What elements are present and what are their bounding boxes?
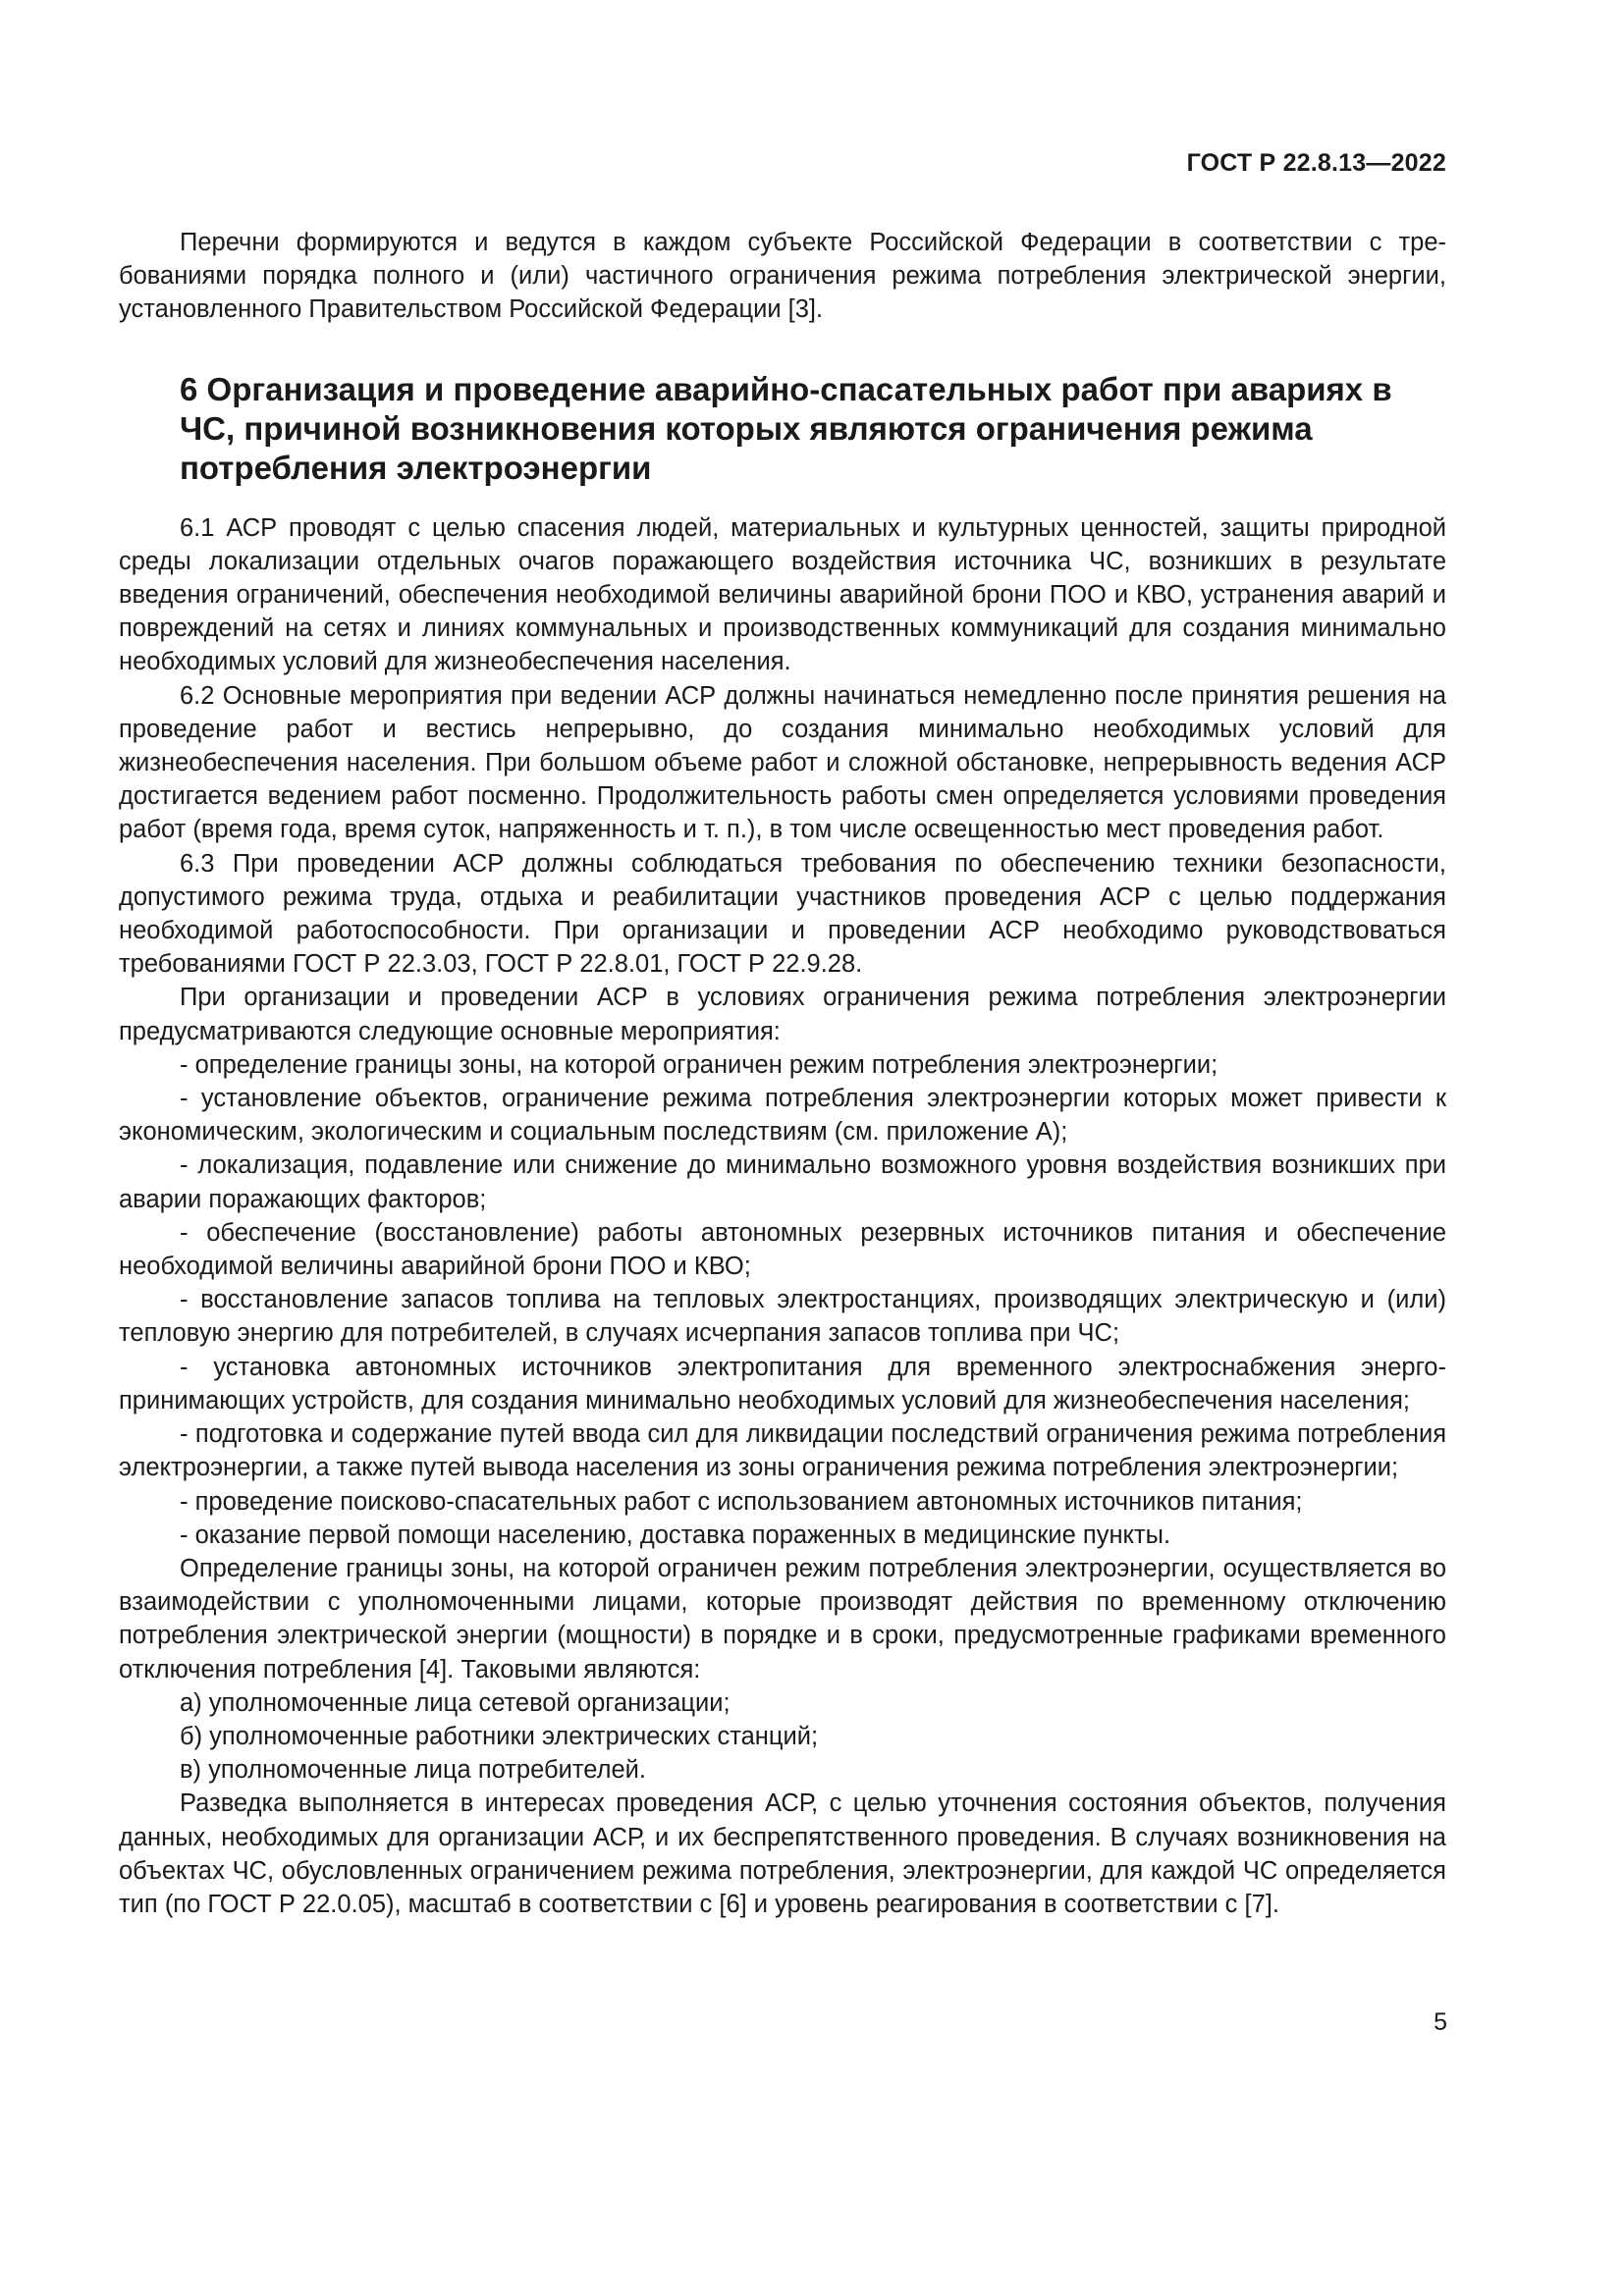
measure-list-item: - обеспечение (восстановление) работы автономных резервных источников питания и обеспечение необходимой величины аварийной брони ПОО и КВО; — [119, 1218, 1446, 1281]
page-content — [119, 226, 1446, 1921]
paragraph-6-3: 6.3 При проведении АСР должны соблюдаться требования по обеспечению техники безопасности, допустимого режима труда, отдыха и реабилитации участников проведения АСР с целью поддержания необходимой работоспособности. При организации и проведении АСР необходимо руководствоваться требованиями ГОСТ Р 22.3.03, ГОСТ Р 22.8.01, ГОСТ Р 22.9.28. — [119, 849, 1446, 979]
section-title: 6 Организация и проведение аварийно-спасательных работ при авариях в ЧС, причиной возникновения которых являются ограничения режима потребления электроэнергии — [180, 370, 1392, 486]
measure-list-item: - проведение поисково-спасательных работ с использованием автономных источников питания; — [180, 1487, 1303, 1516]
measure-list-item: - установка автономных источников электропитания для временного электроснабжения энергопринимающих устройств, для создания минимально необходимых условий для жизнеобеспечения населения; — [119, 1353, 1446, 1415]
measure-list-item: - восстановление запасов топлива на тепловых электростанциях, производящих электрическую и (или) тепловую энергию для потребителей, в случаях исчерпания запасов топлива при ЧС; — [119, 1286, 1446, 1348]
document-code: ГОСТ Р 22.8.13—2022 — [1186, 149, 1446, 177]
authorized-list-item: б) уполномоченные работники электрических станций; — [180, 1722, 819, 1750]
paragraph-6-1: 6.1 АСР проводят с целью спасения людей, материальных и культурных ценностей, защиты природной среды локализации отдельных очагов поражающего воздействия источника ЧС, возникших в результате введения ограничений, обеспечения необходимой величины аварийной брони ПОО и КВО, устранения аварий и повреждений на сетях и линиях коммунальных и производственных коммуникаций для создания минимально необходимых условий для жизнеобеспечения населения. — [119, 513, 1446, 676]
section-body — [119, 511, 1446, 1922]
measures-intro-paragraph: При организации и проведении АСР в условиях ограничения режима потребления электроэнергии предусматриваются следующие основные мероприятия: — [119, 984, 1446, 1045]
page-number: 5 — [1434, 2008, 1447, 2036]
authorized-list-item: а) уполномоченные лица сетевой организации; — [180, 1688, 731, 1717]
reconnaissance-paragraph: Разведка выполняется в интересах проведения АСР, с целью уточнения состояния объектов, получения данных, необходимых для организации АСР, и их беспрепятственного проведения. В случаях возникновения на объектах ЧС, обусловленных ограничением режима потребления, электроэнергии, для каждой ЧС определяется тип (по ГОСТ Р 22.0.05), масштаб в соответствии с [6] и уровень реагирования в соответствии с [7]. — [119, 1789, 1446, 1918]
measure-list-item: - определение границы зоны, на которой ограничен режим потребления электроэнергии; — [180, 1050, 1218, 1079]
measure-list-item: - локализация, подавление или снижение до минимально возможного уровня воздействия возникших при аварии поражающих факторов; — [119, 1151, 1446, 1213]
paragraph-6-2: 6.2 Основные мероприятия при ведении АСР должны начинаться немедленно после принятия решения на проведение работ и вестись непрерывно, до создания минимально необходимых условий для жизнеобеспечения населения. При большом объеме работ и сложной обстановке, непрерывность ведения АСР достигается ведением работ посменно. Продолжительность работы смен определяется условиями проведения работ (время года, время суток, напряженность и т. п.), в том числе освещенностью мест проведения работ. — [119, 681, 1446, 844]
intro-paragraph: Перечни формируются и ведутся в каждом субъекте Российской Федерации в соответствии с требованиями порядка полного и (или) частичного ограничения режима потребления электрической энергии, установленного Правительством Российской Федерации [3]. — [119, 229, 1446, 324]
zone-boundary-paragraph: Определение границы зоны, на которой ограничен режим потребления электроэнергии, осуществляется во взаимодействии с уполномоченными лицами, которые производят действия по временному отключению потребления электрической энергии (мощности) в порядке и в сроки, предусмотренные графиками временного отключения потребления [4]. Таковыми являются: — [119, 1554, 1446, 1683]
measure-list-item: - оказание первой помощи населению, доставка пораженных в медицинские пункты. — [180, 1521, 1171, 1549]
authorized-list-item: в) уполномоченные лица потребителей. — [180, 1756, 646, 1785]
measure-list-item: - подготовка и содержание путей ввода сил для ликвидации последствий ограничения режима потребления электроэнергии, а также путей вывода населения из зоны ограничения режима потребления электроэнергии; — [119, 1420, 1446, 1482]
measure-list-item: - установление объектов, ограничение режима потребления электроэнергии которых может привести к экономическим, экологическим и социальным последствиям (см. приложение А); — [119, 1085, 1446, 1147]
